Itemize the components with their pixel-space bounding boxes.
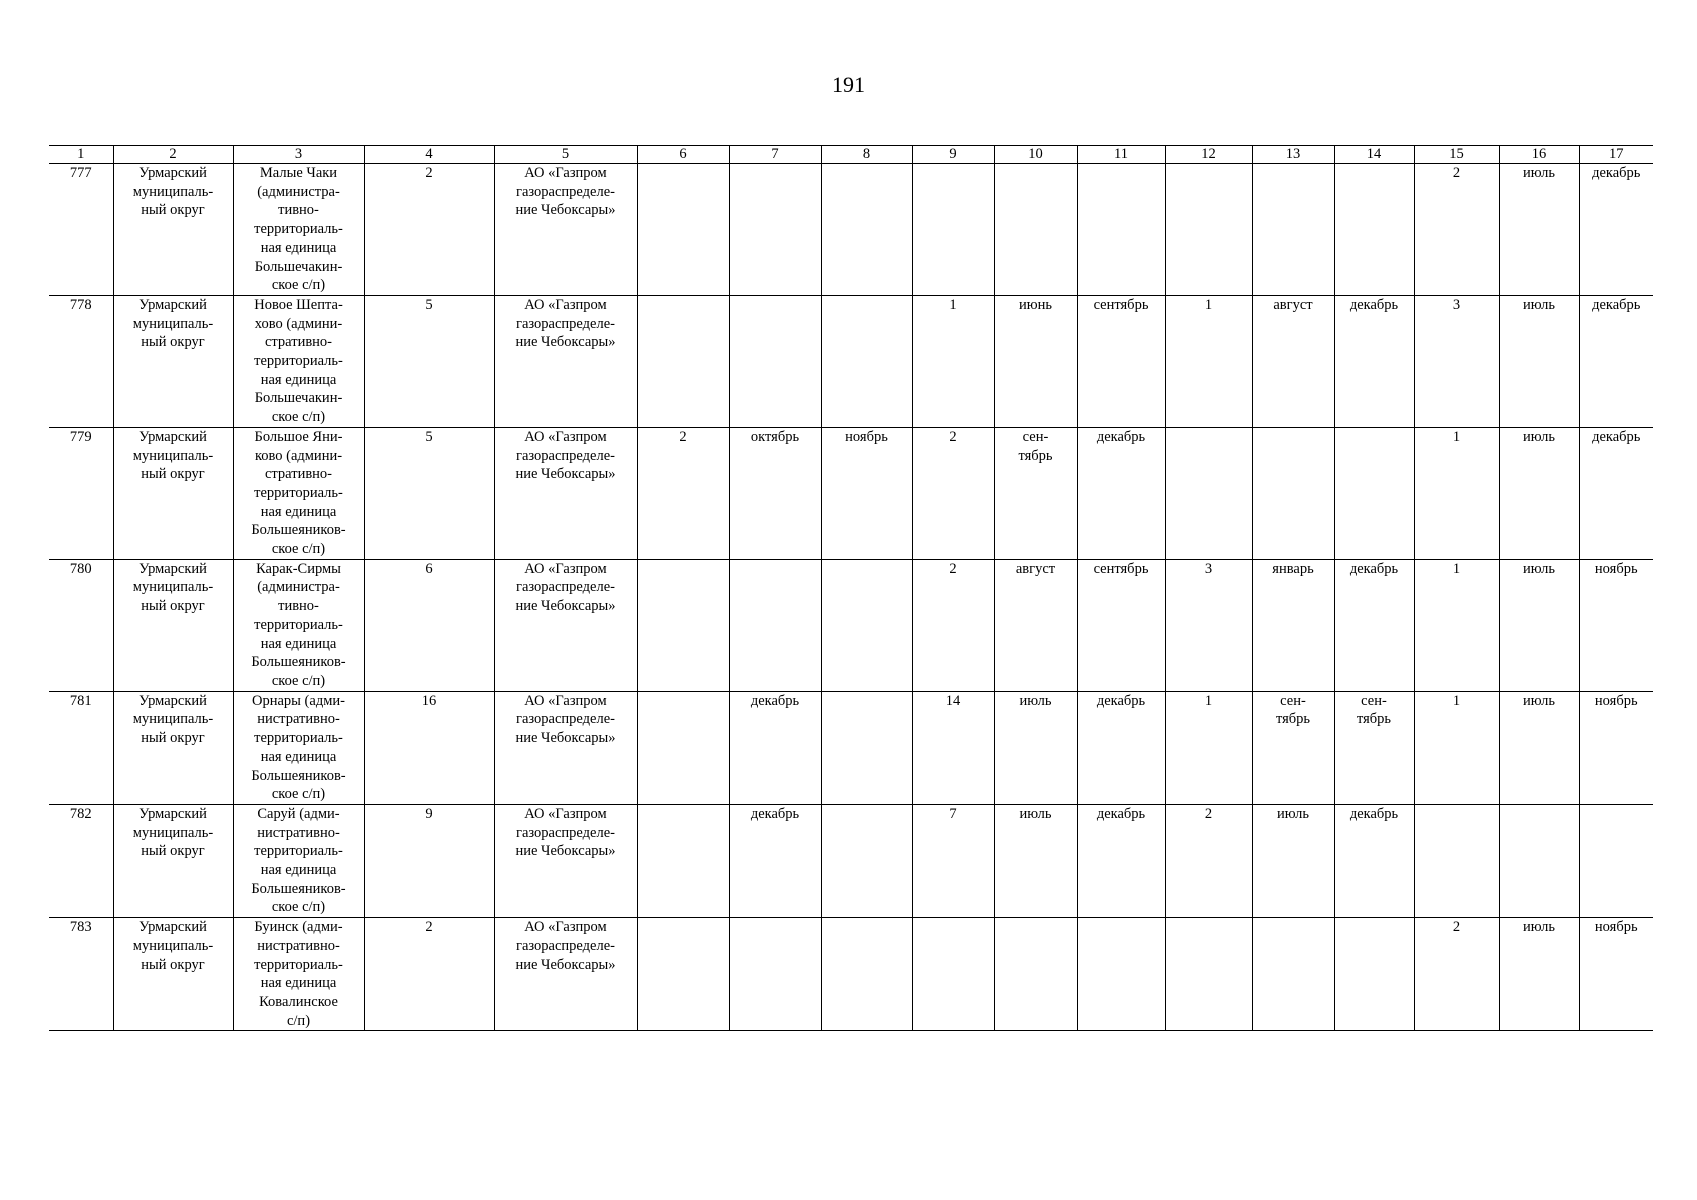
table-cell [729,164,821,296]
table-cell: декабрь [1334,804,1414,917]
row-number: 781 [49,691,113,804]
table-cell [1334,427,1414,559]
table-cell: 1 [1165,295,1252,427]
column-header: 14 [1334,146,1414,164]
column-header: 6 [637,146,729,164]
table-cell [1165,427,1252,559]
table-cell [821,559,912,691]
table-cell: 14 [912,691,994,804]
table-cell: июль [1499,559,1579,691]
table-cell: 3 [1165,559,1252,691]
gasification-schedule-table [49,145,1653,1031]
row-number: 783 [49,918,113,1031]
table-cell [1579,804,1653,917]
settlement-cell: Карак-Сирмы (администра- тивно- территориаль- ная единица Большеяников- ское с/п) [233,559,364,691]
table-cell: 2 [912,427,994,559]
table-cell [821,295,912,427]
total-count-cell: 6 [364,559,494,691]
table-cell: ноябрь [1579,691,1653,804]
column-header: 2 [113,146,233,164]
table-cell: 2 [1414,918,1499,1031]
table-cell: 2 [637,427,729,559]
table-cell: декабрь [1077,427,1165,559]
total-count-cell: 5 [364,427,494,559]
row-number: 782 [49,804,113,917]
table-cell [994,164,1077,296]
table-cell [1252,427,1334,559]
table-cell: ноябрь [1579,559,1653,691]
table-cell [821,918,912,1031]
table-cell: 2 [1414,164,1499,296]
table-cell: октябрь [729,427,821,559]
table-row [49,691,1653,804]
column-header: 11 [1077,146,1165,164]
district-cell: Урмарский муниципаль- ный округ [113,559,233,691]
table-cell: декабрь [1579,295,1653,427]
total-count-cell: 2 [364,918,494,1031]
district-cell: Урмарский муниципаль- ный округ [113,164,233,296]
table-cell: сен- тябрь [1334,691,1414,804]
table-cell: 7 [912,804,994,917]
column-header: 13 [1252,146,1334,164]
table-cell [1414,804,1499,917]
table-cell [637,164,729,296]
table-cell: декабрь [1579,164,1653,296]
page-number: 191 [832,72,865,97]
table-cell [637,559,729,691]
table-cell [1077,164,1165,296]
table-cell [1334,164,1414,296]
column-header: 12 [1165,146,1252,164]
table-cell: декабрь [1077,804,1165,917]
table-cell: ноябрь [821,427,912,559]
district-cell: Урмарский муниципаль- ный округ [113,918,233,1031]
total-count-cell: 2 [364,164,494,296]
settlement-cell: Саруй (адми- нистративно- территориаль- ная единица Большеяников- ское с/п) [233,804,364,917]
table-cell: 2 [912,559,994,691]
table-cell: декабрь [1334,559,1414,691]
table-cell: 1 [1414,559,1499,691]
operator-cell: АО «Газпром газораспределе- ние Чебоксары» [494,918,637,1031]
table-cell [637,295,729,427]
district-cell: Урмарский муниципаль- ный округ [113,427,233,559]
table-cell: 1 [912,295,994,427]
table-cell: 2 [1165,804,1252,917]
table-cell [729,295,821,427]
table-cell [912,918,994,1031]
settlement-cell: Большое Яни- ково (админи- стративно- территориаль- ная единица Большеяников- ское с/п) [233,427,364,559]
table-cell [994,918,1077,1031]
operator-cell: АО «Газпром газораспределе- ние Чебоксары» [494,427,637,559]
column-header: 1 [49,146,113,164]
table-cell: июль [994,804,1077,917]
operator-cell: АО «Газпром газораспределе- ние Чебоксары» [494,295,637,427]
table-cell: июнь [994,295,1077,427]
table-cell [1334,918,1414,1031]
row-number: 778 [49,295,113,427]
table-row [49,295,1653,427]
table-cell [637,918,729,1031]
table-cell: январь [1252,559,1334,691]
table-cell [1252,164,1334,296]
table-cell: декабрь [729,691,821,804]
table-cell: 1 [1414,427,1499,559]
column-header: 16 [1499,146,1579,164]
table-cell: июль [1252,804,1334,917]
operator-cell: АО «Газпром газораспределе- ние Чебоксары» [494,164,637,296]
table-cell: декабрь [1077,691,1165,804]
table-cell [1252,918,1334,1031]
table-cell: декабрь [1334,295,1414,427]
table-cell: сентябрь [1077,295,1165,427]
table-row [49,559,1653,691]
table-cell: 1 [1165,691,1252,804]
operator-cell: АО «Газпром газораспределе- ние Чебоксары» [494,559,637,691]
row-number: 780 [49,559,113,691]
table-cell: 1 [1414,691,1499,804]
column-header: 8 [821,146,912,164]
table-cell: сен- тябрь [994,427,1077,559]
table-cell: август [994,559,1077,691]
district-cell: Урмарский муниципаль- ный округ [113,295,233,427]
row-number: 779 [49,427,113,559]
table-cell [821,804,912,917]
operator-cell: АО «Газпром газораспределе- ние Чебоксары» [494,691,637,804]
table-row [49,804,1653,917]
table-cell: декабрь [729,804,821,917]
table-cell [637,691,729,804]
settlement-cell: Новое Шепта- хово (админи- стративно- территориаль- ная единица Большечакин- ское с/п) [233,295,364,427]
settlement-cell: Буинск (адми- нистративно- территориаль- ная единица Ковалинское с/п) [233,918,364,1031]
table-cell [821,164,912,296]
settlement-cell: Малые Чаки (администра- тивно- территориаль- ная единица Большечакин- ское с/п) [233,164,364,296]
table-cell [821,691,912,804]
district-cell: Урмарский муниципаль- ный округ [113,691,233,804]
total-count-cell: 16 [364,691,494,804]
column-header: 17 [1579,146,1653,164]
column-header: 5 [494,146,637,164]
table-row [49,427,1653,559]
settlement-cell: Орнары (адми- нистративно- территориаль- ная единица Большеяников- ское с/п) [233,691,364,804]
table-cell [1077,918,1165,1031]
table-cell: сен- тябрь [1252,691,1334,804]
column-header: 7 [729,146,821,164]
table-cell [912,164,994,296]
table-cell [1499,804,1579,917]
table-cell: июль [1499,918,1579,1031]
table-cell [1165,164,1252,296]
column-header: 4 [364,146,494,164]
column-header: 15 [1414,146,1499,164]
table-cell: июль [1499,691,1579,804]
table-cell [637,804,729,917]
table-cell: ноябрь [1579,918,1653,1031]
column-header: 9 [912,146,994,164]
table-cell: декабрь [1579,427,1653,559]
table-cell [1165,918,1252,1031]
table-cell [729,918,821,1031]
column-number-row [49,146,1653,164]
table-cell: 3 [1414,295,1499,427]
table-cell: июль [994,691,1077,804]
row-number: 777 [49,164,113,296]
table-cell: июль [1499,295,1579,427]
total-count-cell: 5 [364,295,494,427]
table-row [49,918,1653,1031]
table-cell: июль [1499,164,1579,296]
table-cell: август [1252,295,1334,427]
table-cell: сентябрь [1077,559,1165,691]
table-cell [729,559,821,691]
table-row [49,164,1653,296]
district-cell: Урмарский муниципаль- ный округ [113,804,233,917]
column-header: 3 [233,146,364,164]
column-header: 10 [994,146,1077,164]
total-count-cell: 9 [364,804,494,917]
operator-cell: АО «Газпром газораспределе- ние Чебоксары» [494,804,637,917]
table-cell: июль [1499,427,1579,559]
